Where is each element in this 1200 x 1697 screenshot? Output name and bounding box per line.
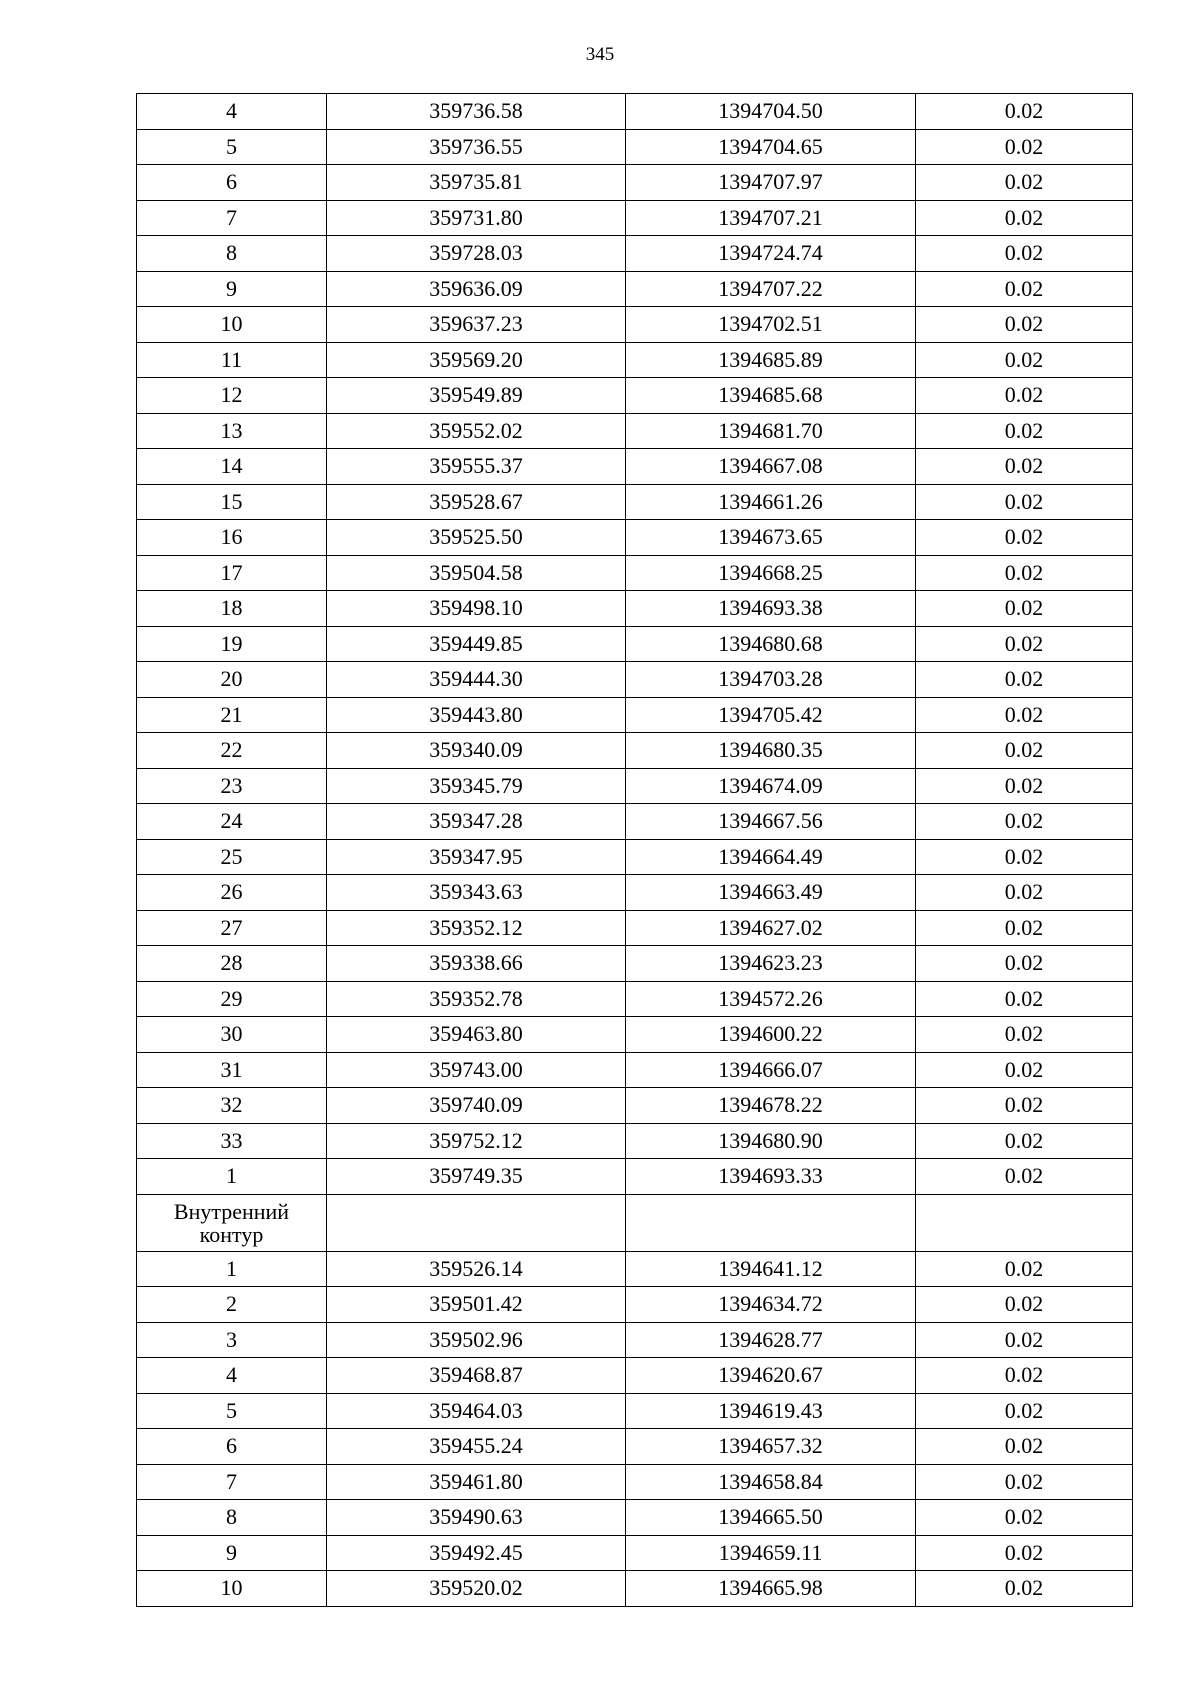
accuracy-cell: 0.02 (916, 768, 1133, 804)
table-row (137, 449, 1133, 485)
accuracy-cell: 0.02 (916, 1123, 1133, 1159)
point-number-cell: 10 (137, 1571, 327, 1607)
table-row (137, 626, 1133, 662)
x-coordinate-cell: 359525.50 (327, 520, 626, 556)
accuracy-cell: 0.02 (916, 1429, 1133, 1465)
point-number-cell: 31 (137, 1052, 327, 1088)
table-row (137, 1017, 1133, 1053)
y-coordinate-cell: 1394619.43 (626, 1393, 916, 1429)
x-coordinate-cell: 359490.63 (327, 1500, 626, 1536)
table-row (137, 413, 1133, 449)
y-coordinate-cell: 1394707.21 (626, 200, 916, 236)
point-number-cell: 1 (137, 1159, 327, 1195)
x-coordinate-cell: 359343.63 (327, 875, 626, 911)
point-number-cell: 4 (137, 94, 327, 130)
x-coordinate-cell: 359740.09 (327, 1088, 626, 1124)
y-coordinate-cell: 1394680.90 (626, 1123, 916, 1159)
y-coordinate-cell: 1394724.74 (626, 236, 916, 272)
y-coordinate-cell: 1394705.42 (626, 697, 916, 733)
x-coordinate-cell: 359731.80 (327, 200, 626, 236)
table-row (137, 307, 1133, 343)
y-coordinate-cell: 1394634.72 (626, 1287, 916, 1323)
outer-contour-rows (137, 94, 1133, 1195)
point-number-cell: 4 (137, 1358, 327, 1394)
point-number-cell: 6 (137, 165, 327, 201)
table-row (137, 1358, 1133, 1394)
x-coordinate-cell: 359352.78 (327, 981, 626, 1017)
empty-cell (327, 1194, 626, 1251)
accuracy-cell: 0.02 (916, 484, 1133, 520)
x-coordinate-cell: 359502.96 (327, 1322, 626, 1358)
x-coordinate-cell: 359443.80 (327, 697, 626, 733)
y-coordinate-cell: 1394620.67 (626, 1358, 916, 1394)
y-coordinate-cell: 1394663.49 (626, 875, 916, 911)
y-coordinate-cell: 1394674.09 (626, 768, 916, 804)
y-coordinate-cell: 1394659.11 (626, 1535, 916, 1571)
point-number-cell: 17 (137, 555, 327, 591)
table-row (137, 1429, 1133, 1465)
accuracy-cell: 0.02 (916, 804, 1133, 840)
x-coordinate-cell: 359340.09 (327, 733, 626, 769)
point-number-cell: 26 (137, 875, 327, 911)
x-coordinate-cell: 359743.00 (327, 1052, 626, 1088)
empty-cell (916, 1194, 1133, 1251)
accuracy-cell: 0.02 (916, 129, 1133, 165)
accuracy-cell: 0.02 (916, 200, 1133, 236)
point-number-cell: 15 (137, 484, 327, 520)
accuracy-cell: 0.02 (916, 662, 1133, 698)
x-coordinate-cell: 359501.42 (327, 1287, 626, 1323)
point-number-cell: 10 (137, 307, 327, 343)
y-coordinate-cell: 1394627.02 (626, 910, 916, 946)
point-number-cell: 12 (137, 378, 327, 414)
y-coordinate-cell: 1394703.28 (626, 662, 916, 698)
accuracy-cell: 0.02 (916, 626, 1133, 662)
accuracy-cell: 0.02 (916, 378, 1133, 414)
accuracy-cell: 0.02 (916, 94, 1133, 130)
accuracy-cell: 0.02 (916, 733, 1133, 769)
y-coordinate-cell: 1394658.84 (626, 1464, 916, 1500)
table-row (137, 520, 1133, 556)
table-row (137, 378, 1133, 414)
y-coordinate-cell: 1394661.26 (626, 484, 916, 520)
table-row (137, 1322, 1133, 1358)
accuracy-cell: 0.02 (916, 1464, 1133, 1500)
accuracy-cell: 0.02 (916, 1571, 1133, 1607)
y-coordinate-cell: 1394664.49 (626, 839, 916, 875)
point-number-cell: 1 (137, 1251, 327, 1287)
x-coordinate-cell: 359526.14 (327, 1251, 626, 1287)
inner-contour-rows (137, 1251, 1133, 1606)
point-number-cell: 22 (137, 733, 327, 769)
y-coordinate-cell: 1394707.97 (626, 165, 916, 201)
x-coordinate-cell: 359569.20 (327, 342, 626, 378)
x-coordinate-cell: 359345.79 (327, 768, 626, 804)
accuracy-cell: 0.02 (916, 1159, 1133, 1195)
point-number-cell: 20 (137, 662, 327, 698)
x-coordinate-cell: 359455.24 (327, 1429, 626, 1465)
accuracy-cell: 0.02 (916, 413, 1133, 449)
accuracy-cell: 0.02 (916, 307, 1133, 343)
table-row (137, 768, 1133, 804)
section-label-line2: контур (199, 1222, 264, 1247)
x-coordinate-cell: 359735.81 (327, 165, 626, 201)
accuracy-cell: 0.02 (916, 1088, 1133, 1124)
y-coordinate-cell: 1394678.22 (626, 1088, 916, 1124)
point-number-cell: 23 (137, 768, 327, 804)
y-coordinate-cell: 1394628.77 (626, 1322, 916, 1358)
point-number-cell: 5 (137, 1393, 327, 1429)
x-coordinate-cell: 359352.12 (327, 910, 626, 946)
accuracy-cell: 0.02 (916, 839, 1133, 875)
x-coordinate-cell: 359444.30 (327, 662, 626, 698)
inner-contour-header (137, 1194, 1133, 1251)
accuracy-cell: 0.02 (916, 1322, 1133, 1358)
y-coordinate-cell: 1394668.25 (626, 555, 916, 591)
table-row (137, 1088, 1133, 1124)
x-coordinate-cell: 359636.09 (327, 271, 626, 307)
point-number-cell: 8 (137, 236, 327, 272)
point-number-cell: 7 (137, 200, 327, 236)
table-row (137, 1287, 1133, 1323)
y-coordinate-cell: 1394704.50 (626, 94, 916, 130)
point-number-cell: 27 (137, 910, 327, 946)
x-coordinate-cell: 359749.35 (327, 1159, 626, 1195)
y-coordinate-cell: 1394707.22 (626, 271, 916, 307)
table-row (137, 342, 1133, 378)
x-coordinate-cell: 359637.23 (327, 307, 626, 343)
point-number-cell: 21 (137, 697, 327, 733)
table-row (137, 839, 1133, 875)
table-row (137, 1123, 1133, 1159)
x-coordinate-cell: 359347.28 (327, 804, 626, 840)
point-number-cell: 25 (137, 839, 327, 875)
y-coordinate-cell: 1394685.68 (626, 378, 916, 414)
accuracy-cell: 0.02 (916, 1393, 1133, 1429)
empty-cell (626, 1194, 916, 1251)
point-number-cell: 19 (137, 626, 327, 662)
y-coordinate-cell: 1394681.70 (626, 413, 916, 449)
table-row (137, 236, 1133, 272)
point-number-cell: 7 (137, 1464, 327, 1500)
y-coordinate-cell: 1394623.23 (626, 946, 916, 982)
y-coordinate-cell: 1394704.65 (626, 129, 916, 165)
accuracy-cell: 0.02 (916, 520, 1133, 556)
table-row (137, 271, 1133, 307)
y-coordinate-cell: 1394673.65 (626, 520, 916, 556)
x-coordinate-cell: 359520.02 (327, 1571, 626, 1607)
point-number-cell: 29 (137, 981, 327, 1017)
accuracy-cell: 0.02 (916, 697, 1133, 733)
point-number-cell: 5 (137, 129, 327, 165)
table-row (137, 555, 1133, 591)
accuracy-cell: 0.02 (916, 271, 1133, 307)
table-row (137, 129, 1133, 165)
accuracy-cell: 0.02 (916, 910, 1133, 946)
accuracy-cell: 0.02 (916, 449, 1133, 485)
table-row (137, 804, 1133, 840)
x-coordinate-cell: 359736.55 (327, 129, 626, 165)
table-row (137, 591, 1133, 627)
table-row (137, 697, 1133, 733)
accuracy-cell: 0.02 (916, 946, 1133, 982)
point-number-cell: 16 (137, 520, 327, 556)
table-row (137, 1251, 1133, 1287)
table-row (137, 1535, 1133, 1571)
x-coordinate-cell: 359555.37 (327, 449, 626, 485)
point-number-cell: 13 (137, 413, 327, 449)
y-coordinate-cell: 1394680.68 (626, 626, 916, 662)
accuracy-cell: 0.02 (916, 981, 1133, 1017)
x-coordinate-cell: 359528.67 (327, 484, 626, 520)
x-coordinate-cell: 359504.58 (327, 555, 626, 591)
accuracy-cell: 0.02 (916, 1017, 1133, 1053)
table-row (137, 981, 1133, 1017)
x-coordinate-cell: 359498.10 (327, 591, 626, 627)
y-coordinate-cell: 1394657.32 (626, 1429, 916, 1465)
table-row (137, 1500, 1133, 1536)
x-coordinate-cell: 359468.87 (327, 1358, 626, 1394)
point-number-cell: 28 (137, 946, 327, 982)
x-coordinate-cell: 359492.45 (327, 1535, 626, 1571)
point-number-cell: 2 (137, 1287, 327, 1323)
x-coordinate-cell: 359736.58 (327, 94, 626, 130)
x-coordinate-cell: 359347.95 (327, 839, 626, 875)
accuracy-cell: 0.02 (916, 1500, 1133, 1536)
point-number-cell: 14 (137, 449, 327, 485)
table-row (137, 1159, 1133, 1195)
table-row (137, 875, 1133, 911)
y-coordinate-cell: 1394685.89 (626, 342, 916, 378)
table-row (137, 1393, 1133, 1429)
x-coordinate-cell: 359461.80 (327, 1464, 626, 1500)
section-label-line1: Внутренний (173, 1199, 290, 1224)
table-row (137, 1571, 1133, 1607)
point-number-cell: 9 (137, 1535, 327, 1571)
accuracy-cell: 0.02 (916, 1287, 1133, 1323)
y-coordinate-cell: 1394667.56 (626, 804, 916, 840)
table-row (137, 200, 1133, 236)
table-row (137, 484, 1133, 520)
section-label (137, 1194, 327, 1251)
x-coordinate-cell: 359464.03 (327, 1393, 626, 1429)
table-row (137, 733, 1133, 769)
y-coordinate-cell: 1394665.98 (626, 1571, 916, 1607)
point-number-cell: 9 (137, 271, 327, 307)
point-number-cell: 8 (137, 1500, 327, 1536)
section-row (137, 1194, 1133, 1251)
page-number: 345 (585, 44, 615, 65)
y-coordinate-cell: 1394693.38 (626, 591, 916, 627)
accuracy-cell: 0.02 (916, 165, 1133, 201)
y-coordinate-cell: 1394641.12 (626, 1251, 916, 1287)
y-coordinate-cell: 1394667.08 (626, 449, 916, 485)
x-coordinate-cell: 359728.03 (327, 236, 626, 272)
point-number-cell: 18 (137, 591, 327, 627)
coordinates-table (136, 93, 1133, 1607)
x-coordinate-cell: 359752.12 (327, 1123, 626, 1159)
y-coordinate-cell: 1394665.50 (626, 1500, 916, 1536)
x-coordinate-cell: 359338.66 (327, 946, 626, 982)
accuracy-cell: 0.02 (916, 1251, 1133, 1287)
x-coordinate-cell: 359549.89 (327, 378, 626, 414)
x-coordinate-cell: 359463.80 (327, 1017, 626, 1053)
point-number-cell: 11 (137, 342, 327, 378)
accuracy-cell: 0.02 (916, 1052, 1133, 1088)
y-coordinate-cell: 1394666.07 (626, 1052, 916, 1088)
y-coordinate-cell: 1394572.26 (626, 981, 916, 1017)
table-row (137, 946, 1133, 982)
y-coordinate-cell: 1394702.51 (626, 307, 916, 343)
y-coordinate-cell: 1394693.33 (626, 1159, 916, 1195)
point-number-cell: 32 (137, 1088, 327, 1124)
accuracy-cell: 0.02 (916, 342, 1133, 378)
point-number-cell: 33 (137, 1123, 327, 1159)
table-row (137, 662, 1133, 698)
accuracy-cell: 0.02 (916, 555, 1133, 591)
accuracy-cell: 0.02 (916, 1535, 1133, 1571)
accuracy-cell: 0.02 (916, 875, 1133, 911)
x-coordinate-cell: 359449.85 (327, 626, 626, 662)
table-row (137, 1052, 1133, 1088)
point-number-cell: 3 (137, 1322, 327, 1358)
table-row (137, 1464, 1133, 1500)
accuracy-cell: 0.02 (916, 1358, 1133, 1394)
y-coordinate-cell: 1394680.35 (626, 733, 916, 769)
table-row (137, 94, 1133, 130)
point-number-cell: 30 (137, 1017, 327, 1053)
table-row (137, 165, 1133, 201)
point-number-cell: 6 (137, 1429, 327, 1465)
y-coordinate-cell: 1394600.22 (626, 1017, 916, 1053)
table-row (137, 910, 1133, 946)
accuracy-cell: 0.02 (916, 591, 1133, 627)
point-number-cell: 24 (137, 804, 327, 840)
accuracy-cell: 0.02 (916, 236, 1133, 272)
x-coordinate-cell: 359552.02 (327, 413, 626, 449)
